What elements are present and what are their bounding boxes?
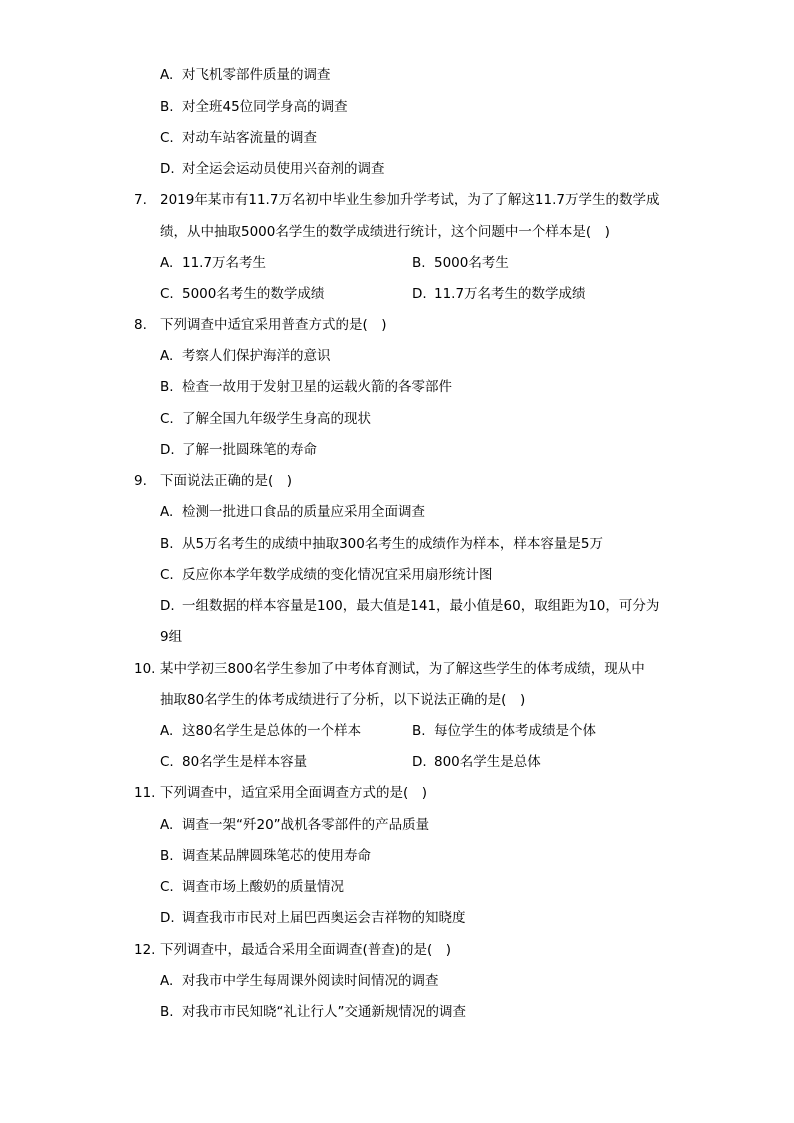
question-text: 下列调查中适宜采用普查方式的是( ): [160, 317, 387, 333]
option-b: B. 每位学生的体考成绩是个体: [412, 723, 596, 739]
option-c: C. 对动车站客流量的调查: [160, 130, 317, 146]
option-a: A. 对我市中学生每周课外阅读时间情况的调查: [160, 973, 439, 989]
option-d: D. 11.7万名考生的数学成绩: [412, 286, 586, 302]
option-b: B. 检查一故用于发射卫星的运载火箭的各零部件: [160, 379, 452, 395]
option-c: C. 了解全国九年级学生身高的现状: [160, 411, 371, 427]
option-a: A. 考察人们保护海洋的意识: [160, 348, 331, 364]
option-a: A. 这80名学生是总体的一个样本: [160, 723, 362, 739]
question-number: 9.: [134, 473, 147, 489]
option-b: B. 对我市市民知晓“礼让行人”交通新规情况的调查: [160, 1004, 466, 1020]
option-b: B. 从5万名考生的成绩中抽取300名考生的成绩作为样本，样本容量是5万: [160, 536, 603, 552]
question-text: 2019年某市有11.7万名初中毕业生参加升学考试，为了了解这11.7万学生的数学成: [160, 192, 660, 208]
question-text: 下列调查中，最适合采用全面调查(普查)的是( ): [160, 942, 452, 958]
option-a: A. 11.7万名考生: [160, 255, 267, 271]
option-a: A. 调查一架“歼20”战机各零部件的产品质量: [160, 817, 430, 833]
option-c: C. 5000名考生的数学成绩: [160, 286, 325, 302]
question-text: 某中学初三800名学生参加了中考体育测试，为了解这些学生的体考成绩，现从中: [160, 661, 645, 677]
option-b: B. 5000名考生: [412, 255, 509, 271]
question-number: 8.: [134, 317, 147, 333]
option-d: D. 对全运会运动员使用兴奋剂的调查: [160, 161, 385, 177]
question-text: 绩，从中抽取5000名学生的数学成绩进行统计，这个问题中一个样本是( ): [160, 224, 610, 240]
question-text: 下列调查中，适宜采用全面调查方式的是( ): [160, 785, 428, 801]
option-b: B. 调查某品牌圆珠笔芯的使用寿命: [160, 848, 371, 864]
option-d: D. 一组数据的样本容量是100，最大值是141，最小值是60，取组距为10，可分为: [160, 598, 660, 614]
question-number: 11.: [134, 785, 156, 801]
question-number: 12.: [134, 942, 156, 958]
option-a: A. 检测一批进口食品的质量应采用全面调查: [160, 504, 425, 520]
option-d-continuation: 9组: [160, 629, 183, 645]
question-number: 10.: [134, 661, 156, 677]
option-c: C. 80名学生是样本容量: [160, 754, 308, 770]
option-b: B. 对全班45位同学身高的调查: [160, 99, 348, 115]
question-number: 7.: [134, 192, 147, 208]
option-c: C. 调查市场上酸奶的质量情况: [160, 879, 344, 895]
option-d: D. 800名学生是总体: [412, 754, 541, 770]
option-a: A. 对飞机零部件质量的调查: [160, 67, 331, 83]
option-d: D. 调查我市市民对上届巴西奥运会吉祥物的知晓度: [160, 910, 466, 926]
option-c: C. 反应你本学年数学成绩的变化情况宜采用扇形统计图: [160, 567, 493, 583]
question-text: 下面说法正确的是( ): [160, 473, 293, 489]
option-d: D. 了解一批圆珠笔的寿命: [160, 442, 317, 458]
question-text: 抽取80名学生的体考成绩进行了分析，以下说法正确的是( ): [160, 692, 526, 708]
